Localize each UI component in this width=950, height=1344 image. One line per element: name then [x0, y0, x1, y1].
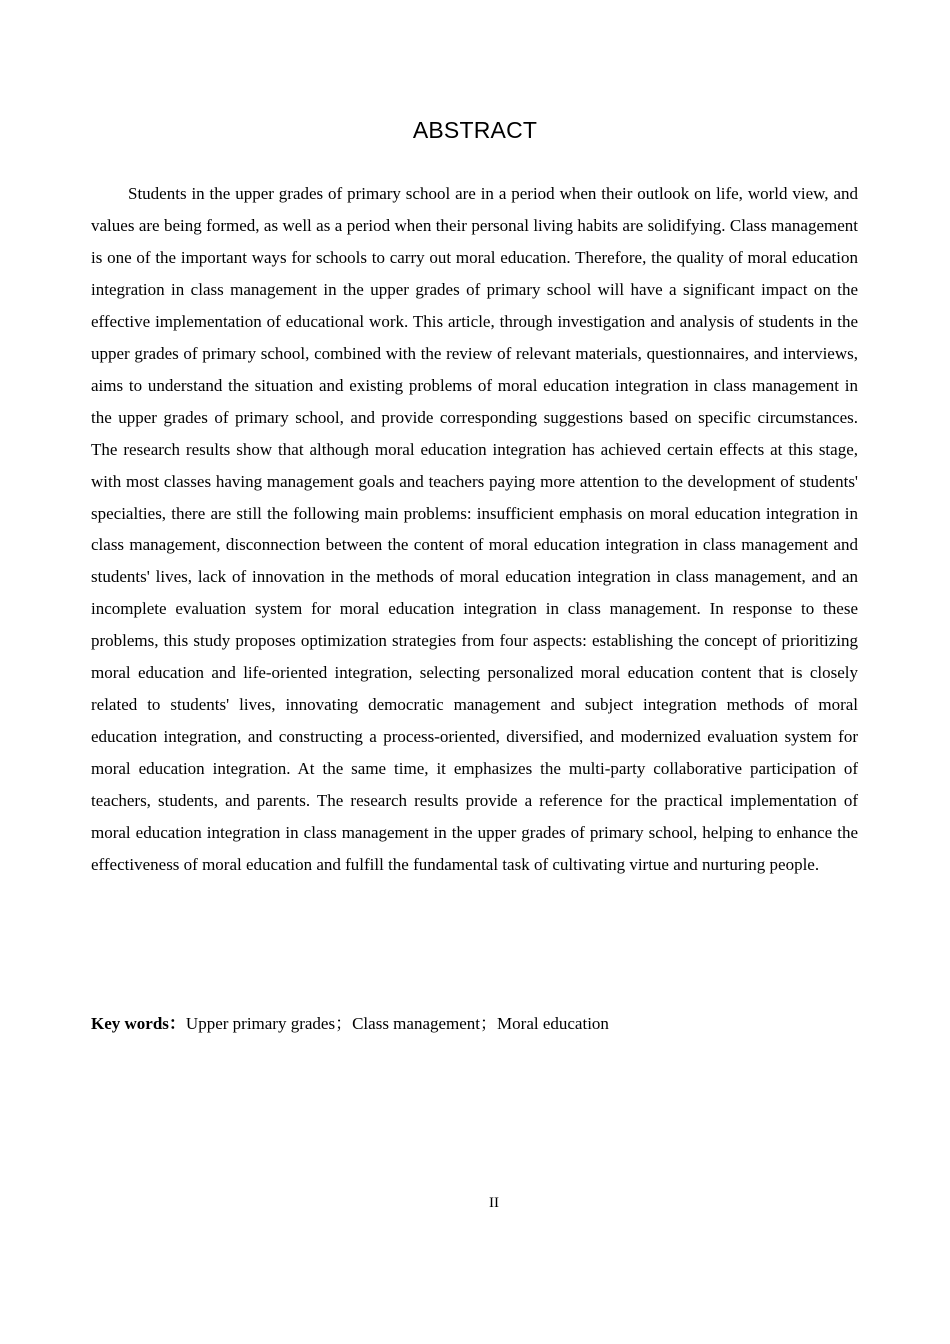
abstract-title: ABSTRACT	[412, 117, 538, 143]
keyword-item: Moral education	[497, 1014, 609, 1033]
page-number: II	[489, 1195, 499, 1211]
keyword-item: Upper primary grades	[185, 1014, 336, 1033]
keyword-item: Class management	[352, 1014, 481, 1033]
keyword-separator: ；	[335, 1014, 353, 1033]
keywords-label: Key words：	[91, 1014, 186, 1033]
keyword-separator: ；	[480, 1014, 498, 1033]
keywords-line	[91, 1009, 858, 1039]
abstract-body: Students in the upper grades of primary school are in a period when their outlook on life, world view, and values are being formed, as well as a period when their personal living habits are solidifying. Class management is one of the important ways for schools to carry out moral education. Therefore, the quality of moral education integration in class management in the upper grades of primary school will have a significant impact on the effective implementation of educational work. This article, through investigation and analysis of students in the upper grades of primary school, combined with the review of relevant materials, questionnaires, and interviews, aims to understand the situation and existing problems of moral education integration in class management in the upper grades of primary school, and provide corresponding suggestions based on specific circumstances. The research results show that although moral education integration has achieved certain effects at this stage, with most classes having management goals and teachers paying more attention to the development of students' specialties, there are still the following main problems: insufficient emphasis on moral education integration in class management, disconnection between the content of moral education integration in class management and students' lives, lack of innovation in the methods of moral education integration in class management, and an incomplete evaluation system for moral education integration in class management. In response to these problems, this study proposes optimization strategies from four aspects: establishing the concept of prioritizing moral education and life-oriented integration, selecting personalized moral education content that is closely related to students' lives, innovating democratic management and subject integration methods of moral education integration, and constructing a process-oriented, diversified, and modernized evaluation system for moral education integration. At the same time, it emphasizes the multi-party collaborative participation of teachers, students, and parents. The research results provide a reference for the practical implementation of moral education integration in class management in the upper grades of primary school, helping to enhance the effectiveness of moral education and fulfill the fundamental task of cultivating virtue and nurturing people.	[91, 184, 858, 875]
